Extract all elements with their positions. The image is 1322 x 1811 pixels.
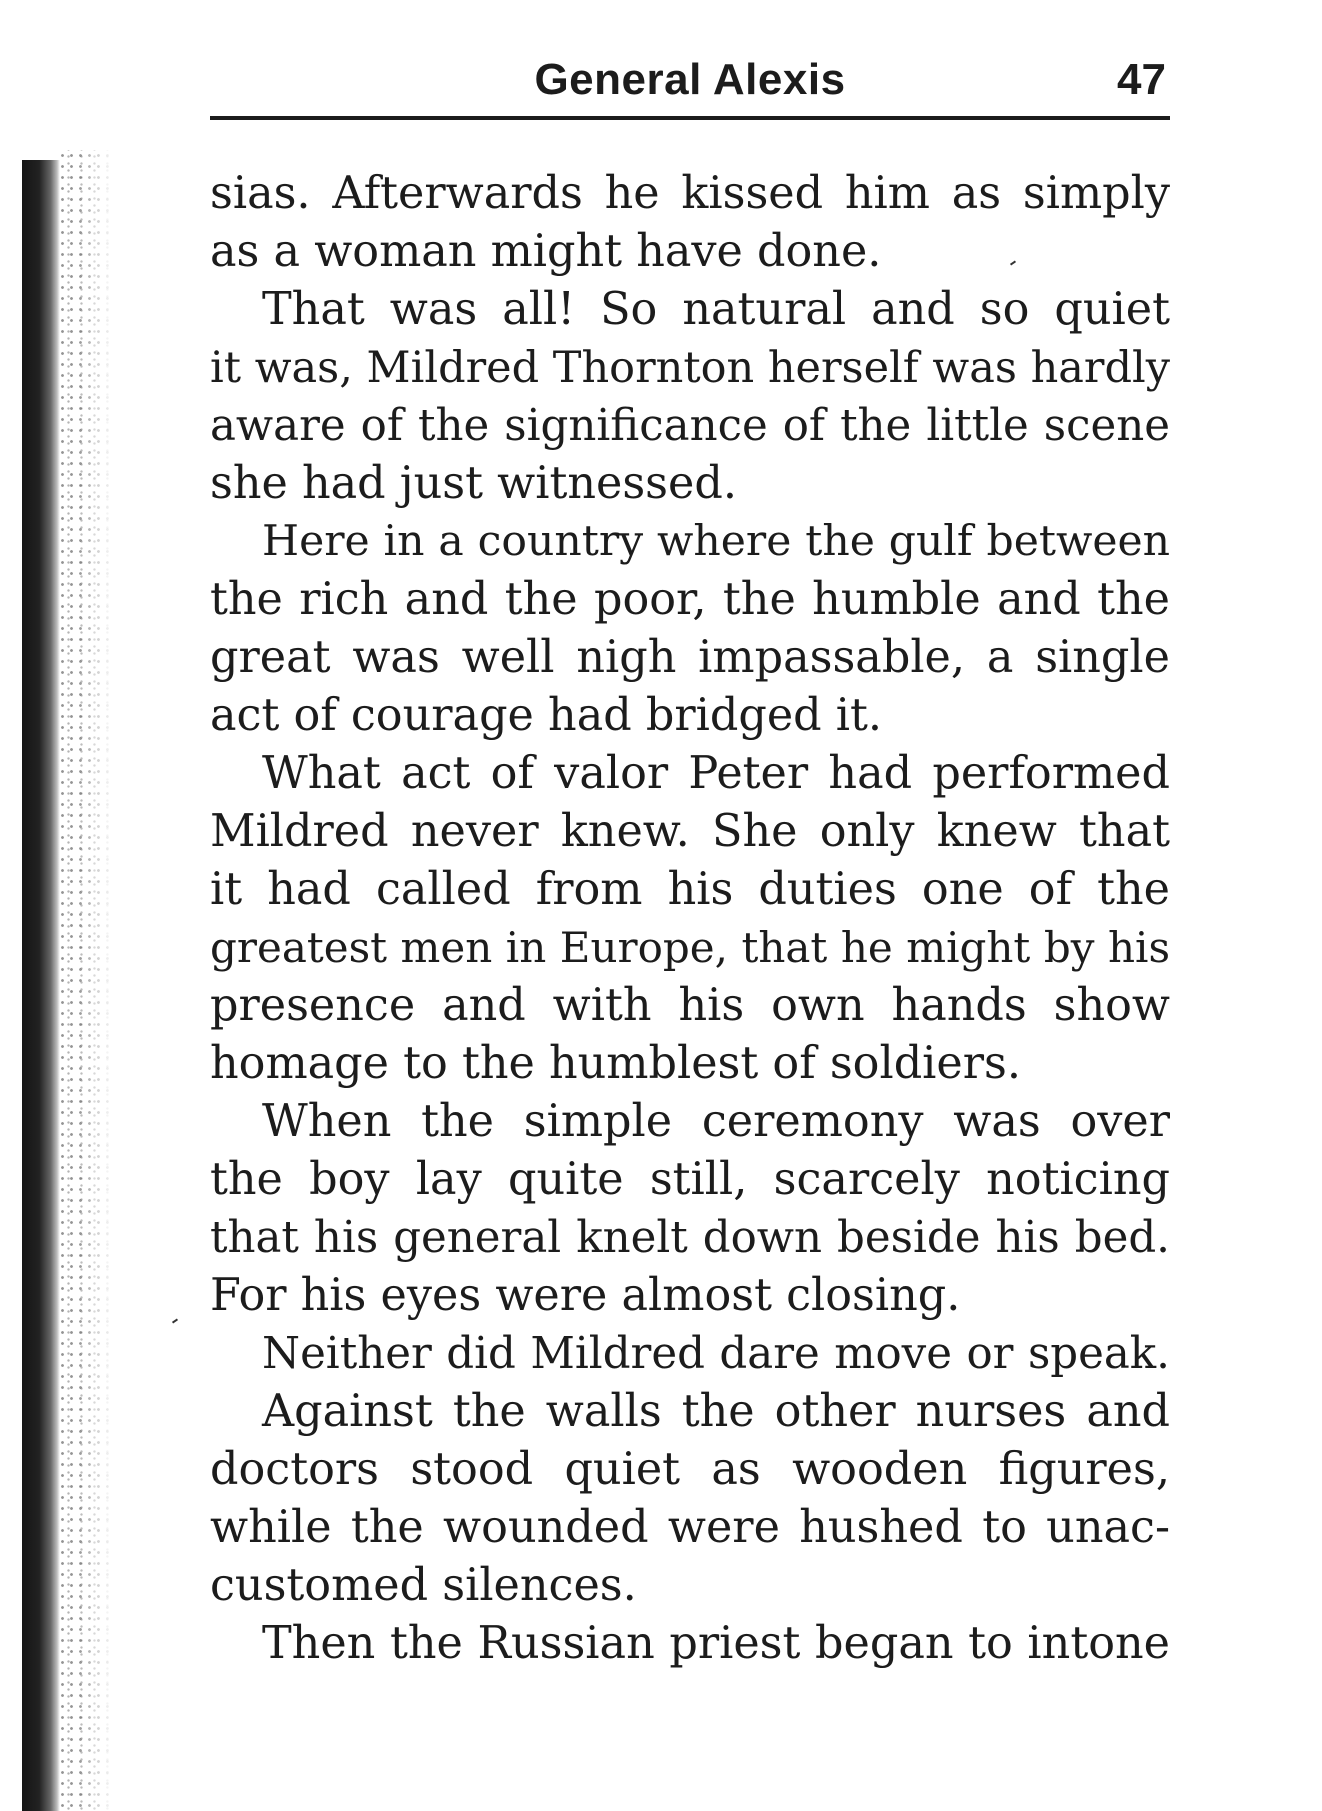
text-line: homage to the humblest of soldiers. [210, 1038, 1021, 1089]
text-line: Mildred never knew. She only knew that [210, 806, 1170, 857]
text-line: Against the walls the other nurses and [262, 1386, 1170, 1437]
running-title: General Alexis [534, 55, 846, 104]
running-header [210, 50, 1170, 120]
text-line: it had called from his duties one of the [210, 864, 1170, 915]
text-line: that his general knelt down beside his bed. [210, 1213, 1170, 1263]
text-line: Then the Russian priest began to intone [262, 1618, 1170, 1669]
text-line: act of courage had bridged it. [210, 690, 883, 741]
text-line: For his eyes were almost closing. [210, 1270, 961, 1321]
text-line: That was all! So natural and so quiet [262, 284, 1170, 335]
binding-gutter-speckle [58, 150, 113, 1811]
text-line: doctors stood quiet as wooden figures, [210, 1444, 1170, 1495]
text-line: she had just witnessed. [210, 458, 737, 509]
binding-gutter-shadow [22, 160, 60, 1811]
text-line: Neither did Mildred dare move or speak. [262, 1329, 1170, 1379]
text-line: When the simple ceremony was over [262, 1096, 1170, 1147]
text-line: What act of valor Peter had performed [262, 748, 1170, 799]
body-text [210, 165, 1170, 1673]
text-line: sias. Afterwards he kissed him as simply [210, 168, 1170, 219]
text-line: Here in a country where the gulf between [262, 517, 1170, 566]
text-line: presence and with his own hands show [210, 980, 1170, 1031]
text-line: great was well nigh impassable, a single [210, 632, 1170, 683]
text-line: as a woman might have done. [210, 226, 882, 277]
text-line: the rich and the poor, the humble and the [210, 574, 1170, 625]
text-line: the boy lay quite still, scarcely noticing [210, 1154, 1170, 1205]
text-line: while the wounded were hushed to unac- [210, 1502, 1170, 1553]
text-line: customed silences. [210, 1560, 637, 1611]
text-line: aware of the significance of the little scene [210, 401, 1170, 451]
text-line: greatest men in Europe, that he might by his [210, 923, 1170, 972]
page-number: 47 [1117, 55, 1166, 104]
stray-ink-mark [172, 1318, 178, 1323]
text-line: it was, Mildred Thornton herself was hardly [210, 343, 1170, 393]
